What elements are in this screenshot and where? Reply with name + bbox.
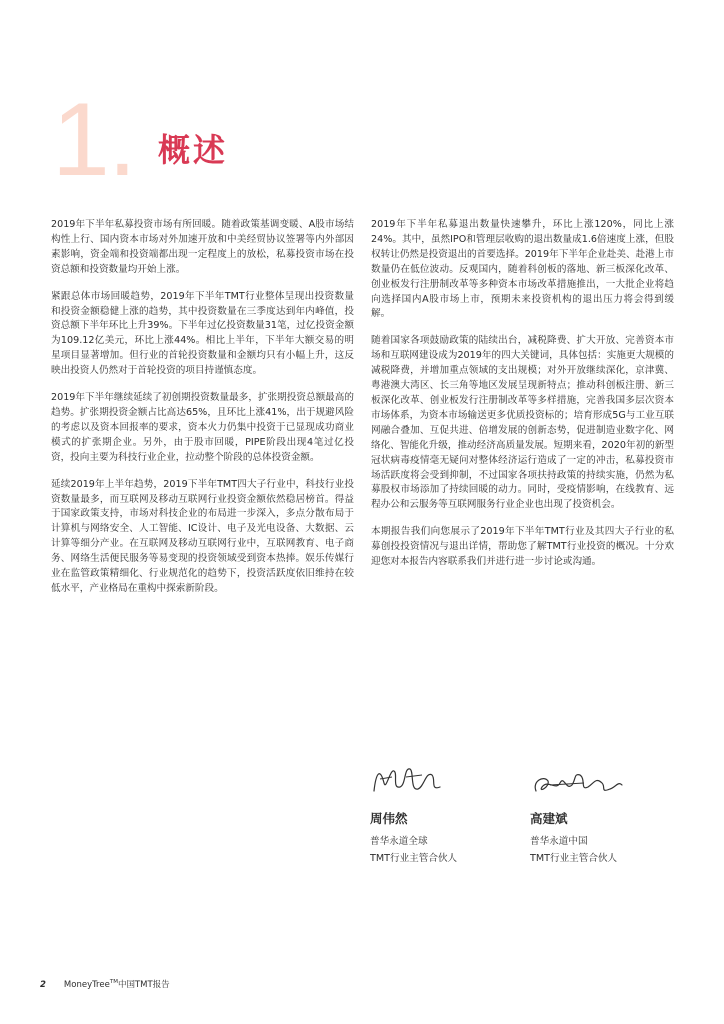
right-paragraph-1: 2019年下半年私募退出数量快速攀升，环比上涨120%，同比上涨24%。其中，虽然IPO和管理层收购的退出数量成1.6倍速度上涨，但股权转让仍然是投资退出的首要选择。2019年下半年企业赴美、赴港上市数量仍在低位波动。反观国内，随着科创板的落地、新三板深化改革、创业板发行注册制改革等多种资本市场改革措施推出，一大批企业将趋向选择国内A股市场上市，预期未来投资机构的退出压力将会得到缓解。 (371, 219, 674, 320)
section-title: 概述 (158, 131, 229, 169)
trademark-mark: TM (109, 979, 118, 985)
left-paragraph-3: 2019年下半年继续延续了初创期投资数量最多，扩张期投资总额最高的趋势。扩张期投资金额占比高达65%，且环比上涨41%，出于规避风险的考虑以及资本回报率的要求，资本火力仍集中投资于已显现成功商业模式的扩张期企业。另外，由于股市回暖，PIPE阶段出现4笔过亿投资，投向主要为科技行业企业，拉动整个阶段的总体投资金额。 (51, 392, 354, 463)
handwritten-signature-2 (530, 765, 640, 805)
handwritten-signature-1 (370, 761, 480, 801)
signatory-role-2: TMT行业主管合伙人 (530, 853, 618, 864)
left-paragraph-4: 延续2019年上半年趋势，2019下半年TMT四大子行业中，科技行业投资数量最多，而互联网及移动互联网行业投资金额依然稳居榜首。得益于国家政策支持，市场对科技企业的布局进一步深入，多点分散布局于计算机与网络安全、人工智能、IC设计、电子及光电设备、大数据、云计算等细分产业。在互联网及移动互联网行业中，互联网教育、电子商务、网络生活便民服务等易变现的投资领域受到资本热捧。娱乐传媒行业在监管政策精细化、行业规范化的趋势下，投资活跃度依旧维持在较低水平，产业格局在重构中探索新阶段。 (51, 478, 354, 594)
right-paragraph-2: 随着国家各项鼓励政策的陆续出台，减税降费、扩大开放、完善资本市场和互联网建设成为2019年的四大关键词，具体包括：实施更大规模的减税降费，并增加重点领域的支出规模；对外开放继续深化，京津冀、粤港澳大湾区、长三角等地区发展呈现新特点；推动科创板注册、新三板深化改革、创业板发行注册制改革等多样措施，完善我国多层次资本市场体系，为资本市场输送更多优质投资标的；培育形成5G与工业互联网融合叠加、互促共进、倍增发展的创新态势，促进制造业数字化、网络化、智能化升级，推动经济高质量发展。短期来看，2020年初的新型冠状病毒疫情毫无疑问对整体经济运行造成了一定的冲击，私募投资市场活跃度将会受到抑制，不过国家各项扶持政策的持续实施，仍然为私募股权市场添加了持续回暖的动力。同时，受疫情影响，在线教育、远程办公和云服务等互联网服务行业企业也出现了投资机会。 (371, 335, 674, 511)
signatory-name-1: 周伟然 (370, 811, 408, 826)
signatory-title-1 (370, 833, 457, 867)
page-number: 2 (40, 980, 46, 990)
report-name-suffix: 中国TMT报告 (117, 980, 170, 990)
right-paragraph-3: 本期报告我们向您展示了2019年下半年TMT行业及其四大子行业的私募创投投资情况与退出详情，帮助您了解TMT行业投资的概况。十分欢迎您对本报告内容联系我们并进行进一步讨论或沟通。 (371, 526, 674, 568)
left-column (51, 218, 354, 609)
right-column (371, 218, 674, 582)
report-name-prefix: MoneyTree (63, 980, 110, 990)
signatory-org-2: 普华永道中国 (530, 836, 588, 847)
signatory-org-1: 普华永道全球 (370, 836, 428, 847)
section-number: 1. (52, 82, 135, 198)
page-footer (40, 978, 170, 990)
signatory-role-1: TMT行业主管合伙人 (370, 853, 458, 864)
left-paragraph-1: 2019年下半年私募投资市场有所回暖。随着政策基调变暖、A股市场结构性上行、国内资本市场对外加速开放和中美经贸协议签署等内外部因素影响，资金端和投资端都出现一定程度上的放松，私募投资市场在投资总额和投资数量均开始上涨。 (51, 219, 354, 275)
signatory-title-2 (530, 833, 617, 867)
left-paragraph-2: 紧跟总体市场回暖趋势，2019年下半年TMT行业整体呈现出投资数量和投资金额稳健上涨的趋势，其中投资数量在三季度达到年内峰值，投资总额下半年环比上升39%。下半年过亿投资数量31笔，过亿投资金额为109.12亿美元，环比上涨44%。相比上半年，下半年大额交易的明星项目显著增加。但行业的首轮投资数量和金额均只有小幅上升，这反映出投资人仍然对于首轮投资的项目持谨慎态度。 (51, 290, 354, 377)
signatory-name-2: 高建斌 (530, 811, 568, 826)
